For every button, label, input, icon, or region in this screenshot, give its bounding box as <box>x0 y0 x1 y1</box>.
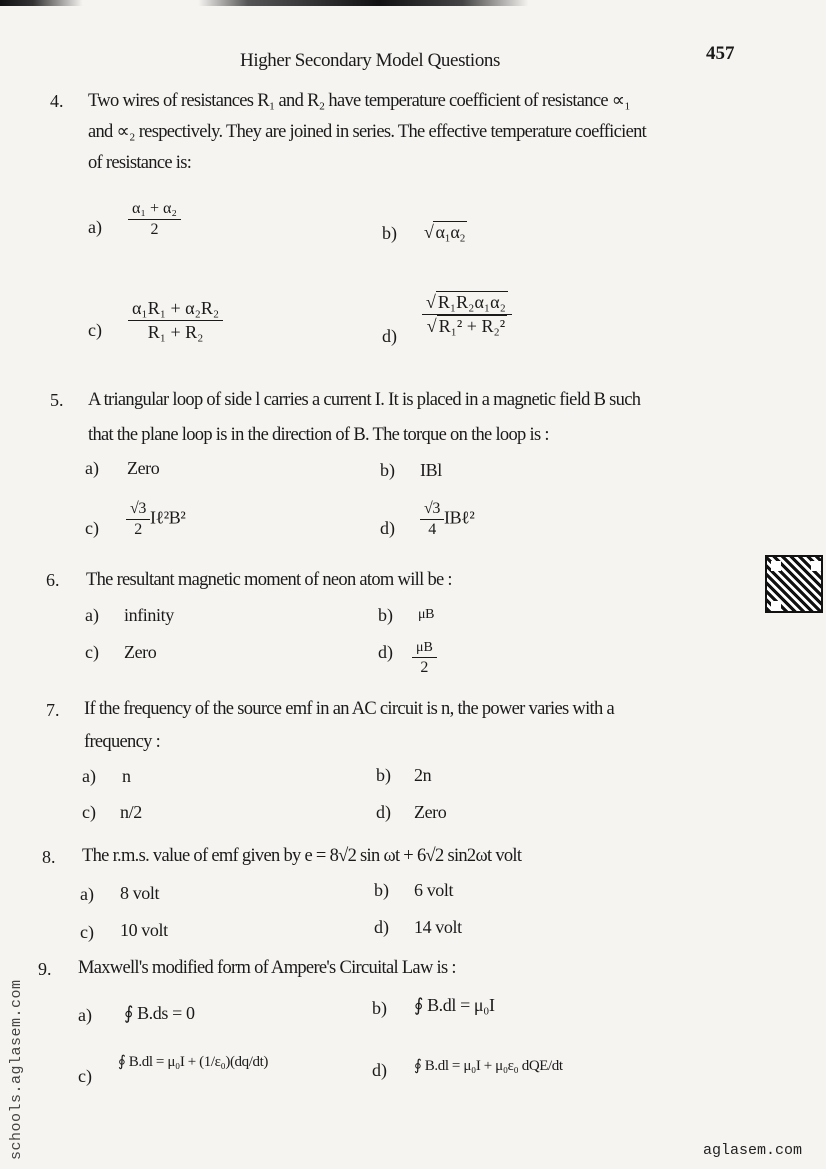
question-9-line-1: Maxwell's modified form of Ampere's Circuital Law is : <box>78 958 456 978</box>
question-9-number: 9. <box>38 959 52 979</box>
q9-option-d: ∮ B.dl = μ₀I + μ₀ε₀ dQE/dt <box>414 1058 563 1074</box>
q8-option-a-label: a) <box>80 884 94 904</box>
page-header-title: Higher Secondary Model Questions <box>240 50 501 71</box>
q7-option-d: Zero <box>414 802 447 822</box>
q9-option-c-label: c) <box>78 1066 92 1086</box>
q7-option-d-label: d) <box>376 802 391 822</box>
question-4-line-2: and ∝₂ respectively. They are joined in series. The effective temperature coefficient <box>88 122 647 142</box>
question-4-line-3: of resistance is: <box>88 153 192 173</box>
scan-edge-shadow <box>0 0 826 6</box>
question-4-line-1: Two wires of resistances R₁ and R₂ have temperature coefficient of resistance ∝₁ <box>88 91 631 111</box>
question-7-number: 7. <box>46 700 60 720</box>
q8-option-c: 10 volt <box>120 920 168 940</box>
q6-d-denominator: 2 <box>420 659 429 676</box>
bottom-watermark: aglasem.com <box>703 1142 803 1159</box>
q4-b-radicand: α₁α₂ <box>435 222 466 242</box>
sqrt-icon: √ <box>424 222 434 242</box>
q4-option-a <box>128 200 181 239</box>
q6-option-d <box>412 640 437 677</box>
q5-option-a-label: a) <box>85 458 99 478</box>
qr-code-icon <box>765 555 823 613</box>
q4-option-b <box>424 222 467 243</box>
q4-a-denominator: 2 <box>150 221 159 238</box>
q9-option-c: ∮ B.dl = μ₀I + (1/ε₀)(dq/dt) <box>118 1054 268 1070</box>
q5-option-b-label: b) <box>380 460 395 480</box>
q5-d-rest: IBℓ² <box>443 507 475 528</box>
q7-option-c-label: c) <box>82 802 96 822</box>
q7-option-b-label: b) <box>376 765 391 785</box>
q5-c-rest: Iℓ²B² <box>149 507 186 528</box>
q5-option-b: IBl <box>420 460 442 480</box>
q4-option-b-label: b) <box>382 223 397 243</box>
page-number: 457 <box>706 43 735 64</box>
question-4-number: 4. <box>50 91 64 111</box>
q9-option-b: ∮ B.dl = μ₀I <box>414 995 495 1015</box>
q4-option-d <box>422 292 512 337</box>
question-5-line-2: that the plane loop is in the direction of B. The torque on the loop is : <box>88 425 549 445</box>
q5-option-c <box>126 500 185 539</box>
q4-a-numerator: α₁ + α₂ <box>128 200 181 220</box>
question-7-line-2: frequency : <box>84 732 161 752</box>
q4-d-numerator: R₁R₂α₁α₂ <box>437 292 506 312</box>
q6-option-a-label: a) <box>85 605 99 625</box>
q5-option-d-label: d) <box>380 518 395 538</box>
question-8-line-1: The r.m.s. value of emf given by e = 8√2 sin ωt + 6√2 sin2ωt volt <box>82 846 522 866</box>
q4-d-denominator: R₁² + R₂² <box>438 316 506 336</box>
q8-option-b: 6 volt <box>414 880 454 900</box>
q5-d-denominator: 4 <box>428 521 436 538</box>
sqrt-icon: √ <box>426 292 436 312</box>
question-6-number: 6. <box>46 570 60 590</box>
q6-option-b: μB <box>418 607 435 622</box>
q9-option-a-label: a) <box>78 1005 92 1025</box>
q4-c-denominator: R₁ + R₂ <box>147 322 204 342</box>
q9-option-d-label: d) <box>372 1060 387 1080</box>
question-5-number: 5. <box>50 390 64 410</box>
q6-option-c: Zero <box>124 642 157 662</box>
q5-option-d <box>420 500 474 539</box>
sqrt-icon: √ <box>426 316 437 336</box>
q8-option-b-label: b) <box>374 880 389 900</box>
q5-option-a: Zero <box>127 458 160 478</box>
q4-option-c <box>128 298 223 343</box>
q4-option-c-label: c) <box>88 320 102 340</box>
question-5-line-1: A triangular loop of side l carries a current I. It is placed in a magnetic field B such <box>88 390 641 410</box>
question-8-number: 8. <box>42 847 56 867</box>
q8-option-d-label: d) <box>374 917 389 937</box>
q6-option-d-label: d) <box>378 642 393 662</box>
side-watermark: schools.aglasem.com <box>8 979 25 1160</box>
q7-option-a: n <box>122 766 131 786</box>
q8-option-c-label: c) <box>80 922 94 942</box>
q5-c-numerator: √3 <box>126 500 150 520</box>
q4-option-a-label: a) <box>88 217 102 237</box>
q6-option-c-label: c) <box>85 642 99 662</box>
q5-option-c-label: c) <box>85 518 99 538</box>
question-7-line-1: If the frequency of the source emf in an AC circuit is n, the power varies with a <box>84 699 614 719</box>
q6-d-numerator: μB <box>412 640 437 658</box>
q5-d-numerator: √3 <box>420 500 444 520</box>
q8-option-d: 14 volt <box>414 917 462 937</box>
q7-option-c: n/2 <box>120 802 142 822</box>
q5-c-denominator: 2 <box>134 521 142 538</box>
q7-option-b: 2n <box>414 765 432 785</box>
q4-c-numerator: α₁R₁ + α₂R₂ <box>128 298 223 321</box>
q4-option-d-label: d) <box>382 326 397 346</box>
q6-option-a: infinity <box>124 605 174 625</box>
q8-option-a: 8 volt <box>120 883 160 903</box>
q7-option-a-label: a) <box>82 766 96 786</box>
q9-option-b-label: b) <box>372 998 387 1018</box>
q6-option-b-label: b) <box>378 605 393 625</box>
q9-option-a: ∮ B.ds = 0 <box>124 1003 195 1023</box>
question-6-line-1: The resultant magnetic moment of neon atom will be : <box>86 570 452 590</box>
